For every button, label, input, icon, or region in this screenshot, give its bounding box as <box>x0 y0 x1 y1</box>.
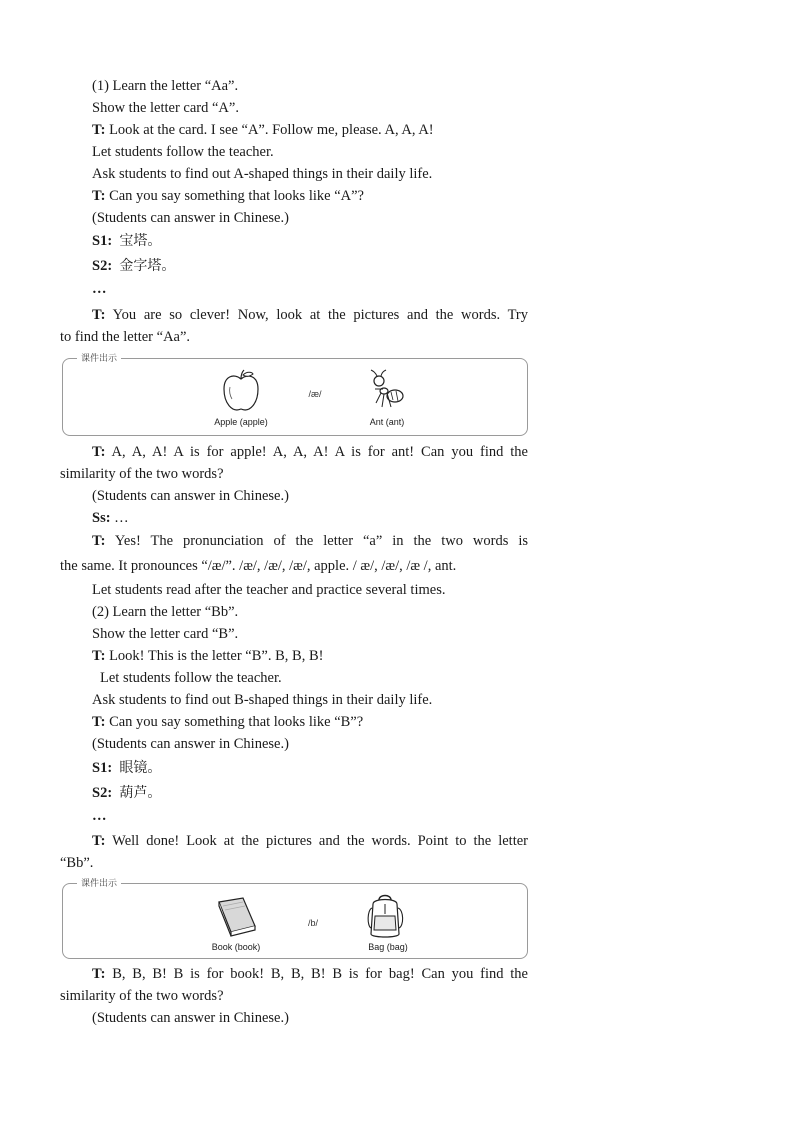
dialogue-text: Can you say something that looks like “B”? <box>105 714 364 730</box>
speaker-label: T: <box>92 307 106 323</box>
phonetic-symbol: /æ/ <box>308 389 322 399</box>
instruction-line: Ask students to find out A-shaped things in their daily life. <box>92 166 433 182</box>
ellipsis-line: … <box>92 808 108 824</box>
instruction-line: Show the letter card “B”. <box>92 626 239 642</box>
picture-caption: Book (book) <box>211 942 261 952</box>
dialogue-line <box>92 230 528 252</box>
speaker-label: S2: <box>92 785 113 801</box>
note-line: (Students can answer in Chinese.) <box>92 736 289 752</box>
speaker-label: T: <box>92 714 106 730</box>
speaker-label: T: <box>92 533 106 549</box>
dialogue-continuation: to find the letter “Aa”. <box>60 329 191 345</box>
instruction-line: Let students read after the teacher and practice several times. <box>92 582 446 598</box>
speaker-label: S1: <box>92 760 113 776</box>
speaker-label: Ss: <box>92 510 111 526</box>
dialogue-text: Yes! The pronunciation of the letter “a” in the two words is <box>105 533 528 549</box>
dialogue-line <box>92 645 528 667</box>
dialogue-text: Can you say something that looks like “A”? <box>105 188 364 204</box>
section-heading-bb: (2) Learn the letter “Bb”. <box>92 604 239 620</box>
speaker-label: T: <box>92 122 106 138</box>
dialogue-line <box>92 530 528 552</box>
dialogue-text: 金字塔。 <box>119 258 176 274</box>
dialogue-line <box>92 119 528 141</box>
speaker-label: T: <box>92 966 106 982</box>
ant-icon <box>367 369 407 413</box>
dialogue-line <box>92 711 528 733</box>
courseware-tag: 课件出示 <box>77 351 121 364</box>
dialogue-line <box>92 255 528 277</box>
speaker-label: S1: <box>92 233 113 249</box>
picture-caption: Bag (bag) <box>368 942 408 952</box>
dialogue-line <box>92 304 528 326</box>
dialogue-line <box>92 757 528 779</box>
speaker-label: T: <box>92 833 106 849</box>
picture-caption: Apple (apple) <box>214 417 268 427</box>
phonetic-symbol: /b/ <box>307 918 319 928</box>
courseware-tag: 课件出示 <box>77 876 121 889</box>
courseware-box-a <box>62 354 528 436</box>
courseware-box-b <box>62 879 528 959</box>
dialogue-continuation: similarity of the two words? <box>60 988 224 1004</box>
dialogue-line <box>92 830 528 852</box>
dialogue-text: 葫芦。 <box>119 785 162 801</box>
section-heading-aa: (1) Learn the letter “Aa”. <box>92 78 239 94</box>
dialogue-continuation: similarity of the two words? <box>60 466 224 482</box>
dialogue-line <box>92 507 528 529</box>
instruction-line: Let students follow the teacher. <box>100 670 282 686</box>
speaker-label: T: <box>92 188 106 204</box>
speaker-label: S2: <box>92 258 113 274</box>
dialogue-text: You are so clever! Now, look at the pictures and the words. Try <box>105 307 528 323</box>
book-icon <box>213 896 259 938</box>
dialogue-text: 宝塔。 <box>119 233 162 249</box>
note-line: (Students can answer in Chinese.) <box>92 210 289 226</box>
bag-icon <box>365 892 407 940</box>
speaker-label: T: <box>92 648 106 664</box>
dialogue-text: B, B, B! B is for book! B, B, B! B is for bag! Can you find the <box>105 966 528 982</box>
dialogue-line <box>92 441 528 463</box>
note-line: (Students can answer in Chinese.) <box>92 488 289 504</box>
instruction-line: Ask students to find out B-shaped things in their daily life. <box>92 692 433 708</box>
note-line: (Students can answer in Chinese.) <box>92 1010 289 1026</box>
apple-icon <box>221 369 261 415</box>
dialogue-continuation: the same. It pronounces “/æ/”. /æ/, /æ/, /æ/, apple. / æ/, /æ/, /æ /, ant. <box>60 558 457 574</box>
ellipsis-line: … <box>92 281 108 297</box>
dialogue-line <box>92 963 528 985</box>
dialogue-text: A, A, A! A is for apple! A, A, A! A is for ant! Can you find the <box>105 444 528 460</box>
dialogue-text: … <box>110 510 129 526</box>
dialogue-text: Look! This is the letter “B”. B, B, B! <box>105 648 324 664</box>
dialogue-text: Well done! Look at the pictures and the words. Point to the letter <box>105 833 528 849</box>
dialogue-continuation: “Bb”. <box>60 855 94 871</box>
instruction-line: Show the letter card “A”. <box>92 100 239 116</box>
picture-caption: Ant (ant) <box>369 417 405 427</box>
dialogue-text: Look at the card. I see “A”. Follow me, please. A, A, A! <box>105 122 434 138</box>
dialogue-line <box>92 782 528 804</box>
instruction-line: Let students follow the teacher. <box>92 144 274 160</box>
dialogue-text: 眼镜。 <box>119 760 162 776</box>
speaker-label: T: <box>92 444 106 460</box>
dialogue-line <box>92 185 528 207</box>
